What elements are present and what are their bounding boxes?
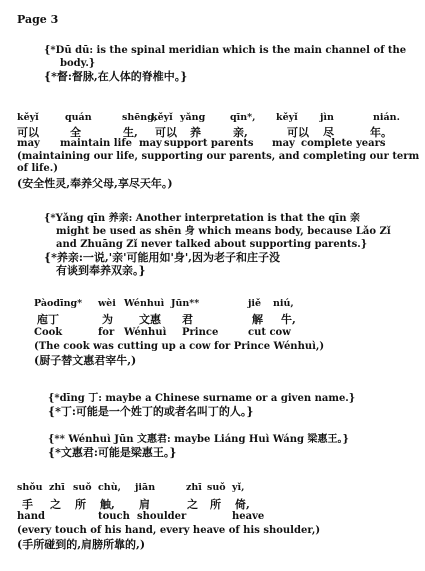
b2-hanzi-3: 君 [182,313,193,326]
note-du-chinese: {*督:督脉,在人体的脊椎中。} [44,70,188,83]
b3-hanzi-3: 触, [100,498,115,511]
b1-pinyin-1: quán [65,112,92,123]
block3-paraphrase [17,525,320,551]
b2-eng-1: for [98,327,115,338]
b3-pinyin-4: jiān [135,482,156,493]
b1-hanzi-5: 亲, [233,126,248,139]
b1-hanzi-1: 全 [70,126,81,139]
b1-hanzi-4: 养 [190,126,201,139]
note-wenhui-line1: {** Wénhuì Jūn 文惠君: maybe Liáng Huì Wáng 梁惠王。} [48,434,349,445]
b2-pinyin-3: Jūn** [171,298,200,309]
b3-pinyin-1: zhī [49,482,65,493]
b1-hanzi-0: 可以 [17,126,39,139]
b1-eng-2: may [139,138,162,149]
note-yang-line3: and Zhuāng Zǐ never talked about supporting parents.} [56,239,368,250]
b1-hanzi-7: 尽 [323,126,334,139]
b1-para-line1: (maintaining our life, supporting our parents, and completing our term [17,151,420,162]
b1-pinyin-3: kěyǐ [151,112,173,123]
b3-pinyin-0: shǒu [17,482,43,493]
note-wenhui-chinese: {*文惠君:可能是梁惠王。} [48,446,177,459]
block1-paraphrase [17,151,419,190]
note-wenhui [48,433,349,459]
b3-pinyin-2: suǒ [73,482,92,493]
b1-hanzi-2: 生, [123,126,138,139]
b2-pinyin-1: wèi [98,298,116,309]
note-yangqin [44,212,391,277]
note-yang-line1: {*Yǎng qīn 养亲: Another interpretation is that the qīn 亲 [44,213,360,224]
b1-hanzi-8: 年。 [370,126,392,139]
b3-hanzi-7: 倚, [235,498,250,511]
note-ding-line1: {*dīng 丁: maybe a Chinese surname or a given name.} [48,393,356,404]
b1-eng-4: may [272,138,295,149]
note-ding [48,392,355,418]
b3-hanzi-1: 之 [50,498,61,511]
b2-chinese: (厨子替文惠君宰牛,) [34,354,137,367]
note-yang-chinese2: 有谈到奉养双亲。} [56,264,146,277]
b3-hanzi-6: 所 [210,498,221,511]
b1-hanzi-3: 可以 [155,126,177,139]
b3-hanzi-4: 肩 [139,498,150,511]
b2-hanzi-0: 庖丁 [37,313,59,326]
b1-para-line2: of life.) [17,163,58,174]
b2-pinyin-2: Wénhuì [124,298,165,309]
b1-pinyin-4: yǎng [180,112,206,123]
note-du-line1: {*Dū dū: is the spinal meridian which is the main channel of the [44,45,407,56]
b3-pinyin-5: zhī [186,482,202,493]
b2-para-line1: (The cook was cutting up a cow for Prince Wénhuì,) [34,341,325,352]
page-number: Page 3 [17,13,59,26]
b1-pinyin-2: shēng, [122,112,158,123]
b3-pinyin-6: suǒ [207,482,226,493]
b2-eng-2: Wénhuì [124,327,167,338]
note-du [44,44,406,83]
b3-para-line1: (every touch of his hand, every heave of his shoulder,) [17,525,321,536]
b2-hanzi-1: 为 [102,313,113,326]
b3-eng-0: hand [17,511,46,522]
b3-hanzi-0: 手 [22,498,33,511]
b3-pinyin-7: yǐ, [232,482,245,493]
b2-eng-0: Cook [34,327,63,338]
b3-eng-2: shoulder [137,511,187,522]
b1-eng-0: may [17,138,40,149]
b2-pinyin-4: jiě [248,298,262,309]
b3-eng-1: touch [98,511,130,522]
b3-hanzi-2: 所 [75,498,86,511]
b3-eng-3: heave [232,511,265,522]
b2-hanzi-2: 文惠 [139,313,161,326]
b3-hanzi-5: 之 [187,498,198,511]
b1-hanzi-6: 可以 [287,126,309,139]
b2-hanzi-4: 解 [252,313,263,326]
note-yang-chinese1: {*养亲:一说,'亲'可能用如'身',因为老子和庄子没 [44,251,281,264]
b1-eng-1: maintain life [60,138,133,149]
b3-chinese: (手所碰到的,肩膀所靠的,) [17,538,146,551]
b2-eng-3: Prince [182,327,219,338]
b2-hanzi-5: 牛, [281,313,296,326]
b1-eng-5: complete years [301,138,386,149]
block2-paraphrase [34,341,324,367]
b1-pinyin-8: nián. [373,112,400,123]
b1-pinyin-0: kěyǐ [17,112,39,123]
b1-eng-3: support parents [164,138,254,149]
b1-chinese: (安全性灵,奉养父母,享尽天年。) [17,177,173,190]
b2-pinyin-0: Pàodīng* [34,298,83,309]
b1-pinyin-6: kěyǐ [276,112,298,123]
b2-eng-4: cut cow [248,327,291,338]
note-yang-line2: might be used as shēn 身 which means body, because Lǎo Zǐ [56,226,391,237]
note-ding-chinese: {*丁:可能是一个姓丁的或者名叫丁的人。} [48,405,254,418]
b1-pinyin-7: jìn [320,112,334,123]
b3-pinyin-3: chù, [98,482,121,493]
b2-pinyin-5: niú, [273,298,294,309]
b1-pinyin-5: qīn*, [230,112,256,123]
note-du-line2: body.} [60,58,96,69]
